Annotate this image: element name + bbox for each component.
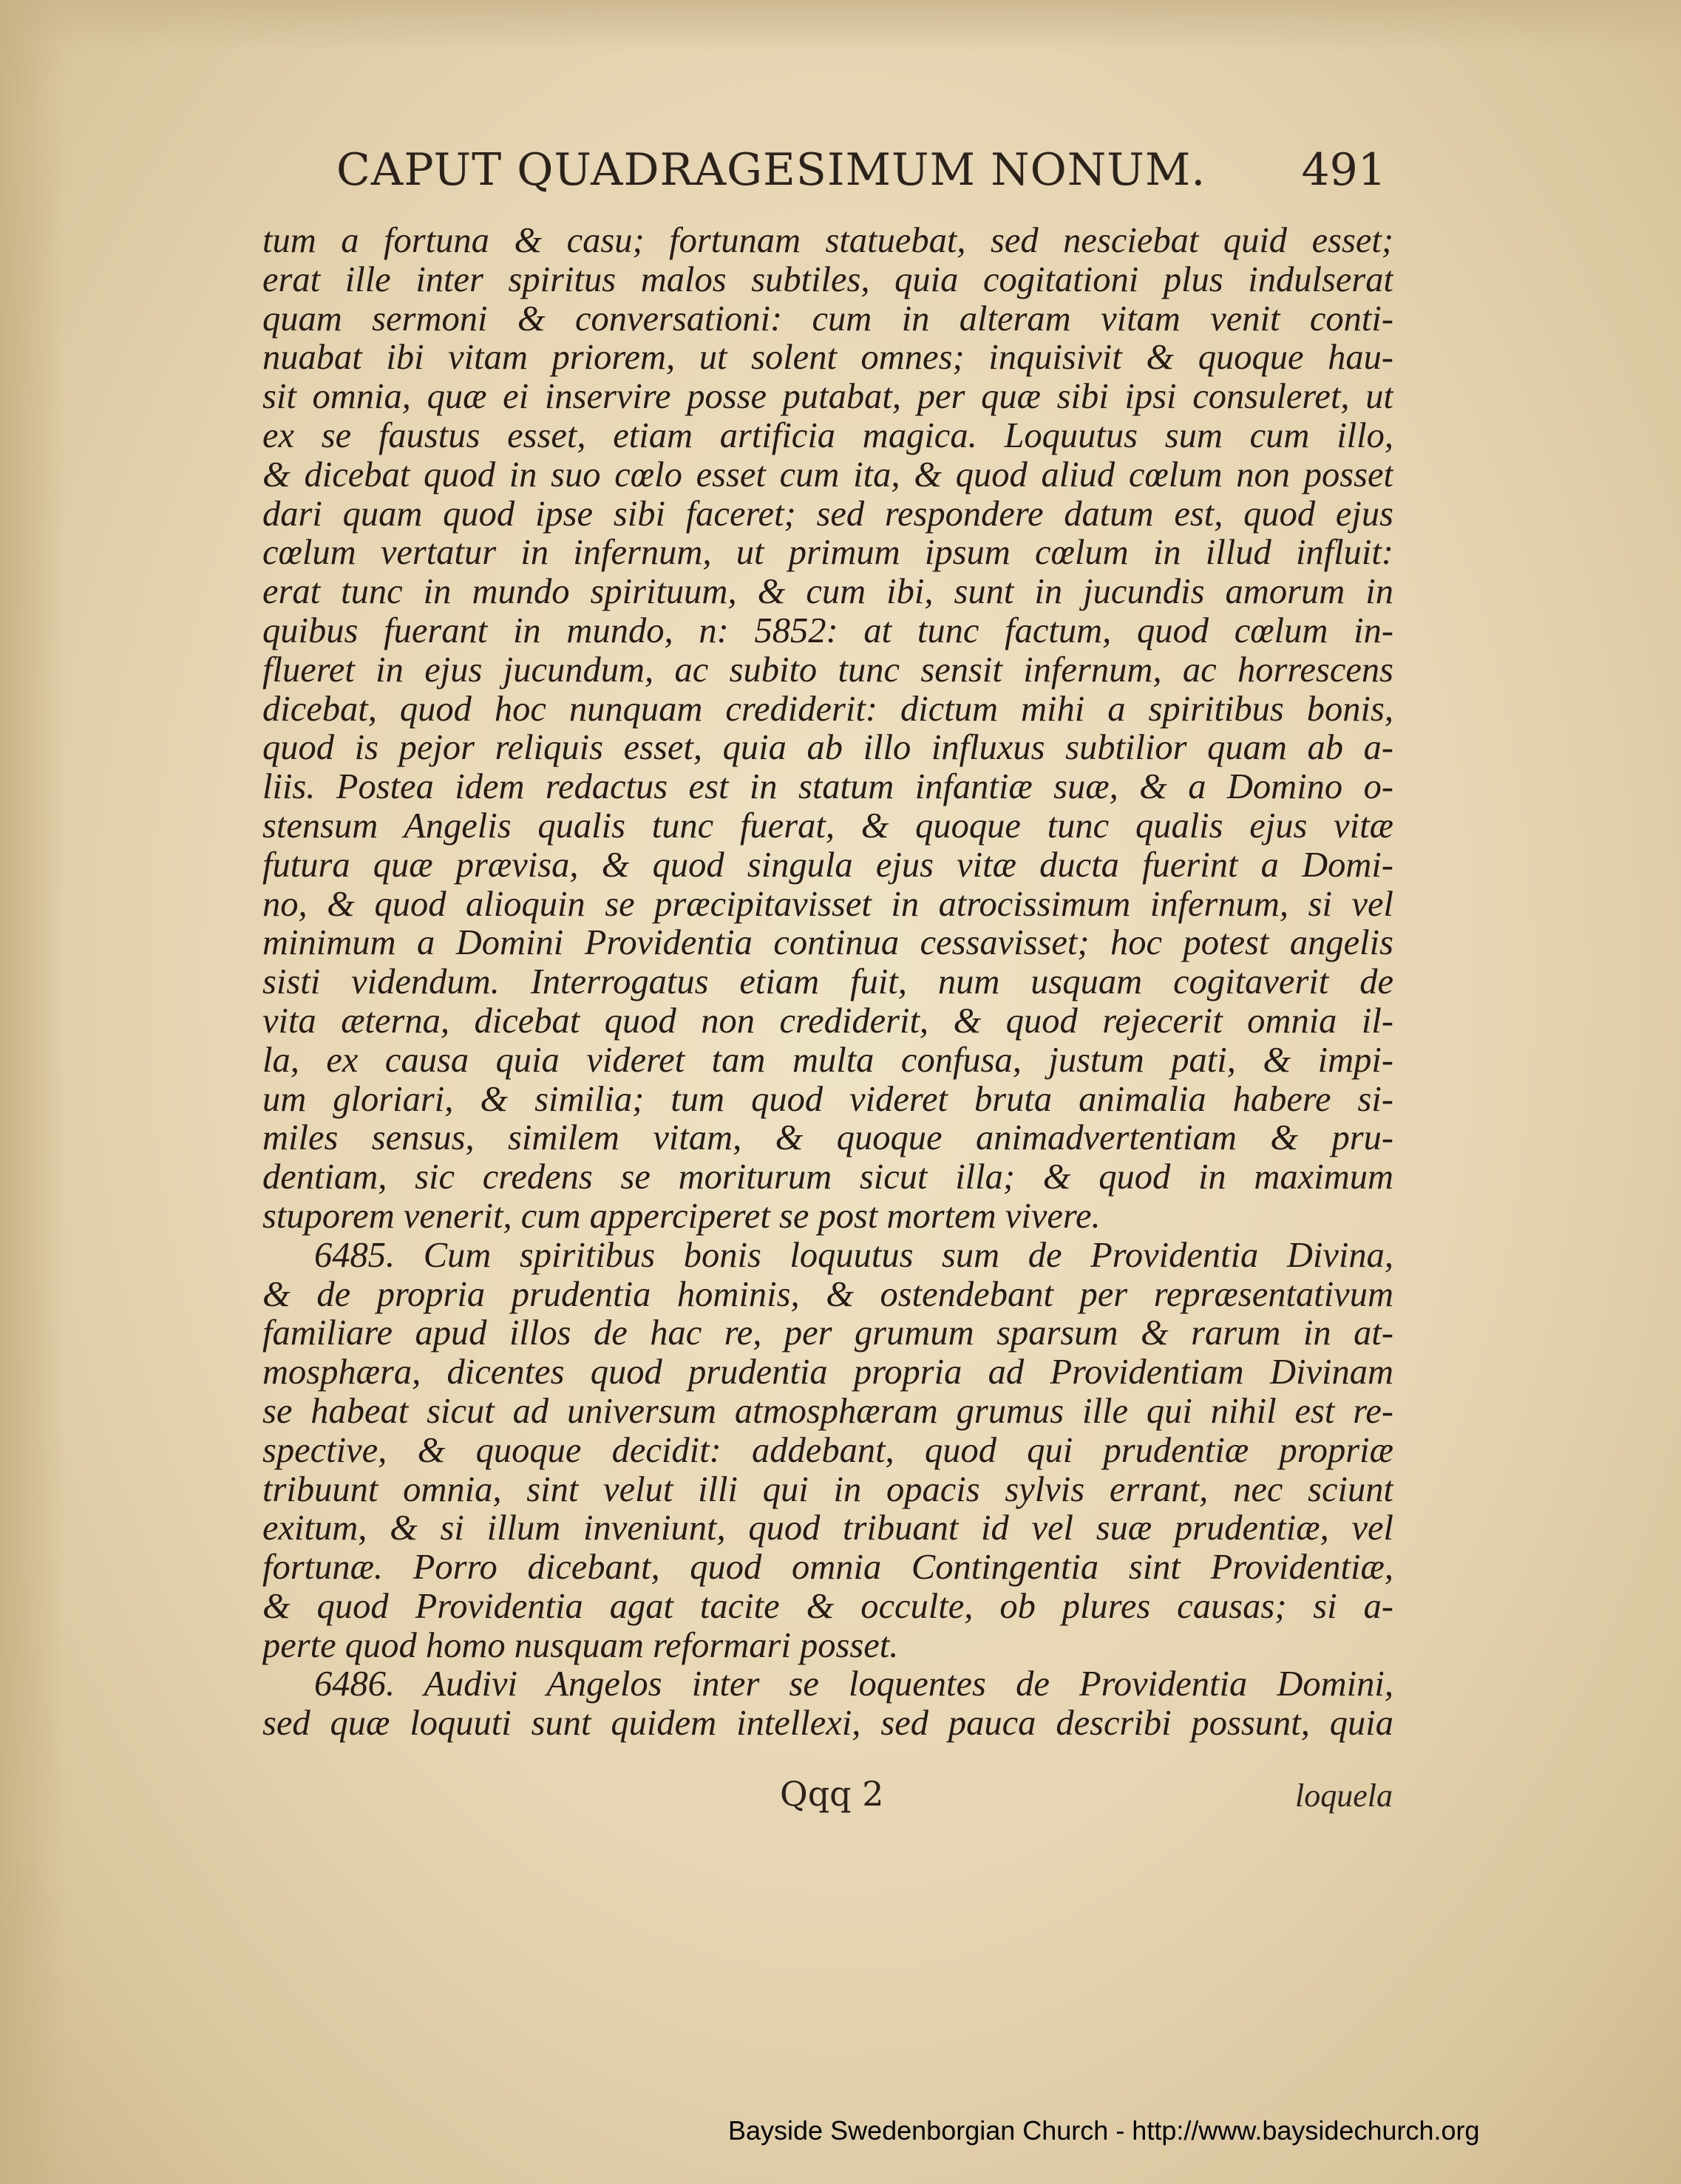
text-line: spective, & quoque decidit: addebant, quod qui prudentiæ propriæ: [262, 1431, 1393, 1470]
text-line: & quod Providentia agat tacite & occulte, ob plures causas; si a-: [262, 1587, 1393, 1626]
text-line: no, & quod alioquin se præcipitavisset in atrocissimum infernum, si vel: [262, 885, 1393, 924]
text-line: miles sensus, similem vitam, & quoque animadvertentiam & pru-: [262, 1119, 1393, 1158]
text-line: minimum a Domini Providentia continua cessavisset; hoc potest angelis: [262, 924, 1393, 963]
text-line: nuabat ibi vitam priorem, ut solent omnes; inquisivit & quoque hau-: [262, 339, 1393, 378]
paragraph-start-line: 6486. Audivi Angelos inter se loquentes de Providentia Domini,: [314, 1665, 1393, 1704]
text-line: stuporem venerit, cum apperciperet se post mortem vivere.: [262, 1197, 1101, 1236]
paragraph-start-line: 6485. Cum spiritibus bonis loquutus sum de Providentia Divina,: [314, 1236, 1393, 1275]
text-line: & de propria prudentia hominis, & ostendebant per repræsentativum: [262, 1275, 1393, 1314]
text-line: sit omnia, quæ ei inservire posse putabat, per quæ sibi ipsi consuleret, ut: [262, 378, 1393, 417]
text-line: tum a fortuna & casu; fortunam statuebat, sed nesciebat quid esset;: [262, 222, 1393, 260]
text-line: erat ille inter spiritus malos subtiles, quia cogitationi plus indulserat: [262, 260, 1393, 299]
text-line: flueret in ejus jucundum, ac subito tunc sensit infernum, ac horrescens: [262, 650, 1393, 690]
signature-mark: Qqq 2: [780, 1774, 884, 1814]
text-line: liis. Postea idem redactus est in statum infantiæ suæ, & a Domino o-: [262, 768, 1393, 807]
text-line: quibus fuerant in mundo, n: 5852: at tunc factum, quod cœlum in-: [262, 611, 1393, 650]
text-line: sed quæ loquuti sunt quidem intellexi, sed pauca describi possunt, quia: [262, 1704, 1393, 1744]
text-line: tribuunt omnia, sint velut illi qui in opacis sylvis errant, nec sciunt: [262, 1470, 1393, 1509]
page-header: [336, 144, 1386, 211]
text-line: perte quod homo nusquam reformari posset.: [262, 1626, 899, 1665]
text-line: se habeat sicut ad universum atmosphæram grumus ille qui nihil est re-: [262, 1392, 1393, 1431]
text-line: & dicebat quod in suo cœlo esset cum ita, & quod aliud cœlum non posset: [262, 455, 1393, 494]
text-line: futura quæ prævisa, & quod singula ejus vitæ ducta fuerint a Domi-: [262, 846, 1393, 885]
text-line: cœlum vertatur in infernum, ut primum ipsum cœlum in illud influit:: [262, 534, 1393, 573]
text-line: dicebat, quod hoc nunquam crediderit: dictum mihi a spiritibus bonis,: [262, 690, 1393, 729]
page-gutter-shadow: [0, 0, 67, 2184]
catchword: loquela: [1295, 1778, 1393, 1814]
text-line: quod is pejor reliquis esset, quia ab illo influxus subtilior quam ab a-: [262, 729, 1393, 768]
text-line: mosphæra, dicentes quod prudentia propria ad Providentiam Divinam: [262, 1353, 1393, 1392]
text-line: quam sermoni & conversationi: cum in alteram vitam venit conti-: [262, 299, 1393, 339]
text-line: erat tunc in mundo spirituum, & cum ibi, sunt in jucundis amorum in: [262, 573, 1393, 612]
text-line: fortunæ. Porro dicebant, quod omnia Contingentia sint Providentiæ,: [262, 1548, 1393, 1588]
page-top-shadow: [0, 0, 1681, 52]
running-title: CAPUT QUADRAGESIMUM NONUM.: [336, 144, 1206, 196]
text-line: um gloriari, & similia; tum quod videret bruta animalia habere si-: [262, 1080, 1393, 1119]
text-line: vita æterna, dicebat quod non crediderit, & quod rejecerit omnia il-: [262, 1001, 1393, 1041]
text-line: dentiam, sic credens se moriturum sicut illa; & quod in maximum: [262, 1158, 1393, 1197]
text-line: familiare apud illos de hac re, per grumum sparsum & rarum in at-: [262, 1314, 1393, 1353]
text-line: dari quam quod ipse sibi faceret; sed respondere datum est, quod ejus: [262, 494, 1393, 534]
page-number: 491: [1301, 144, 1386, 196]
body-text: [262, 222, 1393, 1744]
text-line: ex se faustus esset, etiam artificia magica. Loquutus sum cum illo,: [262, 416, 1393, 455]
text-line: la, ex causa quia videret tam multa confusa, justum pati, & impi-: [262, 1041, 1393, 1080]
watermark-credit: Bayside Swedenborgian Church - http://www.baysidechurch.org: [728, 2115, 1480, 2146]
text-line: exitum, & si illum inveniunt, quod tribuant id vel suæ prudentiæ, vel: [262, 1509, 1393, 1548]
text-line: sisti videndum. Interrogatus etiam fuit, num usquam cogitaverit de: [262, 963, 1393, 1002]
text-line: stensum Angelis qualis tunc fuerat, & quoque tunc qualis ejus vitæ: [262, 806, 1393, 846]
